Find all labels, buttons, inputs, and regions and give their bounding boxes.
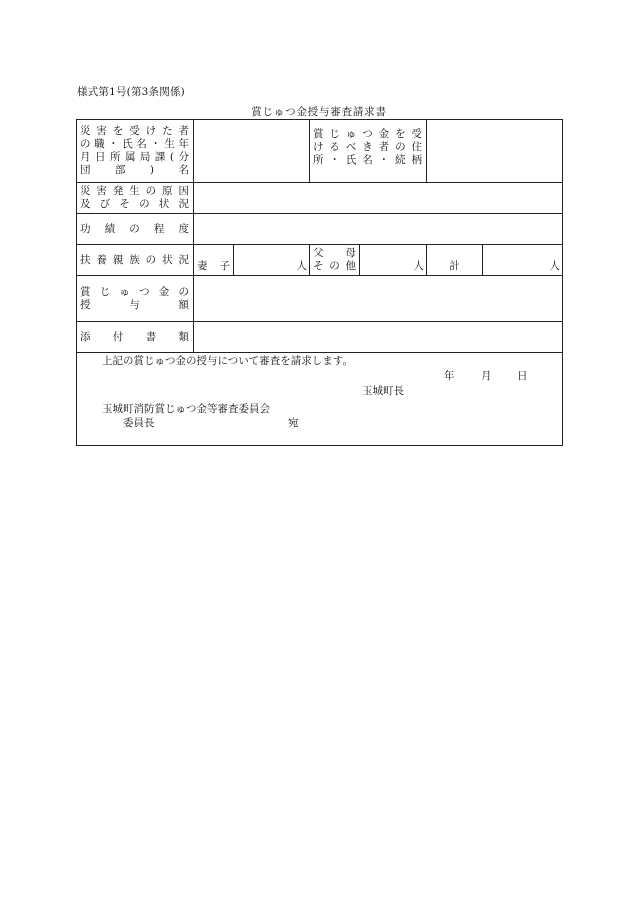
merit-label-cell — [77, 214, 194, 245]
victim-value-field[interactable] — [194, 120, 310, 183]
dependents-label: 扶養親族の状況 — [80, 253, 190, 266]
cause-label-line: 災害発生の原因 — [80, 185, 190, 197]
merit-label: 功績の程度 — [80, 222, 190, 235]
victim-label-line: の職・氏名・生年 — [80, 138, 190, 150]
request-statement-cell — [77, 353, 563, 446]
date-year: 年 — [444, 370, 455, 382]
total-count-field[interactable] — [483, 245, 563, 276]
request-statement: 上記の賞じゅつ金の授与について審査を請求します。 — [102, 355, 353, 367]
amount-label-line: 賞じゅつ金の — [80, 285, 190, 298]
parents-label-top: 父 母 — [313, 247, 357, 259]
amount-value-field[interactable] — [194, 276, 563, 322]
spouse-child-label: 妻子 — [194, 245, 234, 276]
victim-label-line: 団 部 ) 名 — [80, 164, 190, 176]
unit-label: 人 — [296, 260, 308, 272]
recipient-label-line: 賞じゅつ金を受 — [313, 128, 424, 140]
parents-label-cell — [310, 245, 360, 276]
victim-label-line: 災害を受けた者 — [80, 125, 190, 137]
amount-label-cell — [77, 276, 194, 322]
committee-name: 玉城町消防賞じゅつ金等審査委員会 — [102, 403, 270, 415]
cause-label-cell — [77, 183, 194, 214]
date-day: 日 — [517, 370, 528, 382]
victim-label-cell — [77, 120, 194, 183]
victim-label-line: 月日所属局課(分 — [80, 151, 190, 163]
mayor-label: 玉城町長 — [362, 385, 404, 397]
parents-label-bottom: その他 — [313, 260, 357, 272]
unit-label: 人 — [413, 260, 425, 272]
parents-count-field[interactable] — [360, 245, 427, 276]
cause-value-field[interactable] — [194, 183, 563, 214]
spouse-child-count-field[interactable] — [234, 245, 310, 276]
addressee-label: 宛 — [288, 417, 299, 429]
chair-label: 委員長 — [123, 417, 155, 429]
request-form-table — [76, 119, 563, 446]
attachments-value-field[interactable] — [194, 322, 563, 353]
form-title: 賞じゅつ金授与審査請求書 — [251, 106, 387, 118]
date-month: 月 — [481, 370, 492, 382]
attachments-label-cell — [77, 322, 194, 353]
recipient-label-line: けるべき者の住 — [313, 141, 424, 153]
total-label: 計 — [427, 245, 483, 276]
recipient-value-field[interactable] — [427, 120, 563, 183]
form-number: 様式第1号(第3条関係) — [77, 86, 185, 98]
cause-label-line: 及びその状況 — [80, 198, 190, 210]
attachments-label: 添付書類 — [80, 330, 190, 343]
recipient-label-cell — [310, 120, 427, 183]
recipient-label-line: 所・氏名・続柄 — [313, 154, 424, 166]
dependents-label-cell — [77, 245, 194, 276]
amount-label-line: 授 与 額 — [80, 298, 190, 311]
unit-label: 人 — [549, 260, 561, 272]
merit-value-field[interactable] — [194, 214, 563, 245]
